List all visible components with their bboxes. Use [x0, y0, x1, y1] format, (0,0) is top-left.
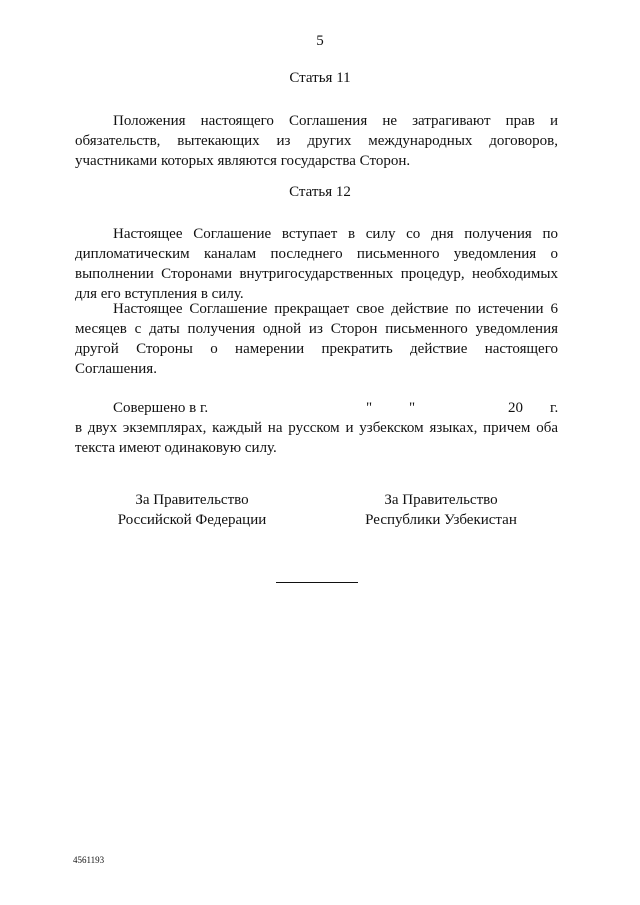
signature-block-russia — [82, 490, 302, 530]
signature-block-uzbekistan — [331, 490, 551, 530]
article-12-heading: Статья 12 — [289, 184, 351, 200]
article-11-heading: Статья 11 — [289, 70, 351, 86]
closing-done-at: Совершено в г. — [113, 400, 209, 416]
signature-uzbekistan-line1: За Правительство — [384, 492, 498, 508]
page-number: 5 — [316, 33, 324, 49]
article-11-paragraph: Положения настоящего Соглашения не затрагивают прав и обязательств, вытекающих из других международных договоров, участниками которых являются государства Сторон. — [75, 113, 558, 169]
document-code: 4561193 — [73, 855, 105, 865]
article-12-paragraph-1: Настоящее Соглашение вступает в силу со дня получения по дипломатическим каналам последнего письменного уведомления о выполнении Сторонами внутригосударственных процедур, необходимых для его вступления в силу. — [75, 226, 558, 302]
closing-quote-open: " — [366, 400, 373, 416]
article-12-paragraph-2: Настоящее Соглашение прекращает свое действие по истечении 6 месяцев с даты получения одной из Сторон письменного уведомления другой Стороны о намерении прекратить действие настоящего Соглашения. — [75, 301, 558, 377]
closing-first-line — [75, 398, 558, 418]
signature-uzbekistan-line2: Республики Узбекистан — [365, 512, 517, 528]
signature-russia-line1: За Правительство — [135, 492, 249, 508]
closing-year-prefix: 20 — [508, 400, 523, 416]
closing-rest: в двух экземплярах, каждый на русском и узбекском языках, причем оба текста имеют одинаковую силу. — [75, 420, 558, 456]
end-separator-line — [276, 582, 358, 583]
signature-russia-line2: Российской Федерации — [117, 512, 267, 528]
closing-quote-close: " — [409, 400, 416, 416]
closing-year-suffix: г. — [550, 400, 559, 416]
